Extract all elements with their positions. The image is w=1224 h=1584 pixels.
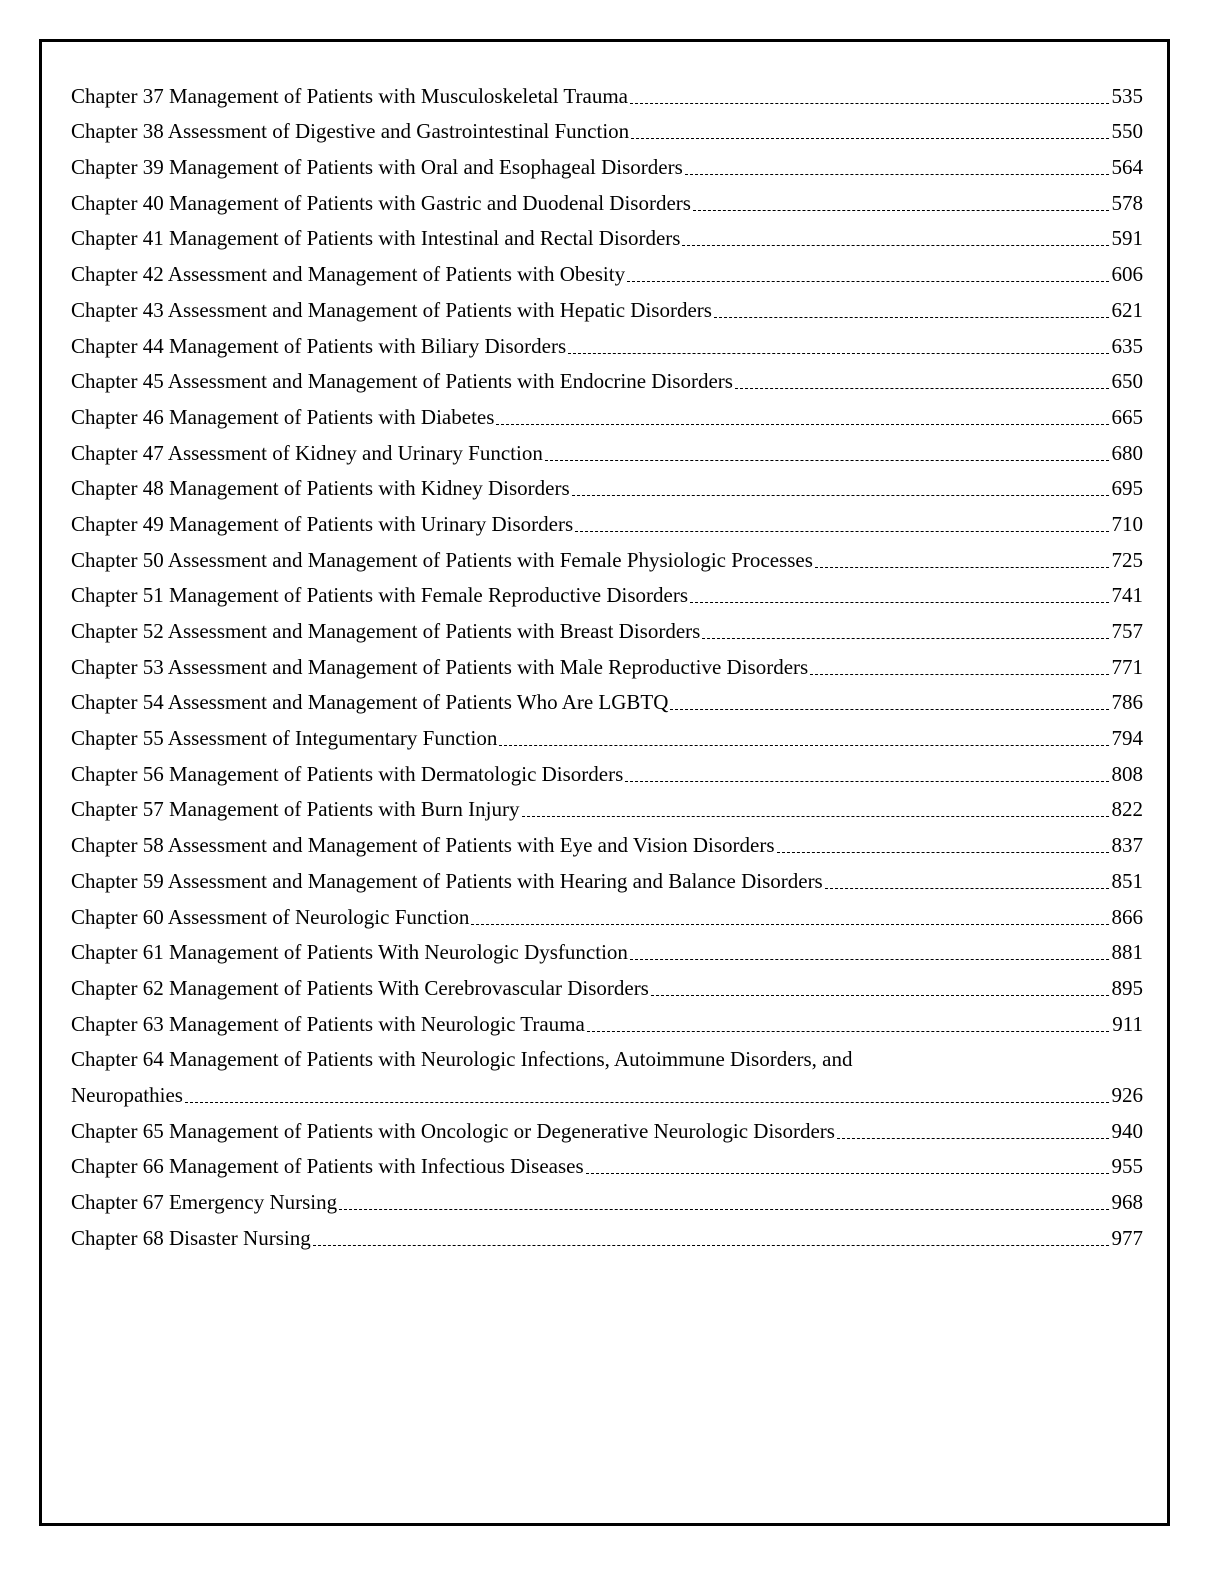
toc-entry-title: Chapter 51 Management of Patients with Female Reproductive Disorders [71,583,689,608]
toc-entry-page: 866 [1111,904,1143,929]
toc-entry-title: Chapter 44 Management of Patients with Biliary Disorders [71,333,567,358]
toc-entry[interactable] [71,572,1143,608]
toc-entry[interactable] [71,393,1143,429]
toc-entry[interactable] [71,358,1143,394]
toc-entry[interactable] [71,964,1143,1000]
toc-leader [339,1209,1108,1210]
toc-leader [572,495,1109,496]
toc-entry-title: Chapter 68 Disaster Nursing [71,1225,311,1250]
toc-entry-title: Chapter 37 Management of Patients with Musculoskeletal Trauma [71,83,628,108]
toc-entry-page: 535 [1111,83,1143,108]
toc-entry-title: Chapter 42 Assessment and Management of Patients with Obesity [71,262,626,287]
toc-entry-page: 968 [1111,1190,1143,1214]
toc-entry-title: Chapter 39 Management of Patients with Oral and Esophageal Disorders [71,155,683,180]
toc-entry-title: Chapter 49 Management of Patients with Urinary Disorders [71,511,574,536]
toc-entry-title: Chapter 43 Assessment and Management of Patients with Hepatic Disorders [71,297,712,322]
toc-entry-page: 578 [1111,190,1143,215]
toc-entry-page: 926 [1111,1082,1143,1107]
toc-entry[interactable] [71,821,1143,857]
toc-leader [690,602,1108,603]
toc-entry-title: Chapter 62 Management of Patients With Cerebrovascular Disorders [71,975,649,1000]
toc-entry-page: 564 [1111,155,1143,180]
toc-entry[interactable] [71,465,1143,501]
toc-entry-page: 741 [1111,583,1143,608]
toc-leader [496,424,1108,425]
toc-entry-title: Chapter 45 Assessment and Management of Patients with Endocrine Disorders [71,369,733,394]
toc-entry-page: 911 [1112,1011,1143,1036]
toc-entry-page: 550 [1111,119,1143,144]
toc-leader [586,1173,1109,1174]
toc-entry-title: Chapter 40 Management of Patients with Gastric and Duodenal Disorders [71,190,691,215]
toc-entry[interactable] [71,929,1143,965]
toc-leader [630,959,1109,960]
toc-entry-title: Chapter 55 Assessment of Integumentary Function [71,726,498,751]
toc-entry[interactable] [71,1178,1143,1214]
toc-entry[interactable] [71,286,1143,322]
toc-entry-page: 757 [1111,619,1143,643]
toc-entry-page: 771 [1111,654,1143,679]
toc-entry-title-line1: Chapter 64 Management of Patients with Neurologic Infections, Autoimmune Disorders, and [71,1047,853,1072]
toc-entry-title: Chapter 56 Management of Patients with Dermatologic Disorders [71,761,624,786]
toc-leader [702,638,1108,639]
toc-entry-page: 680 [1111,440,1143,465]
toc-entry-page: 955 [1111,1154,1143,1179]
toc-entry[interactable] [71,429,1143,465]
toc-leader [685,174,1109,175]
toc-leader [714,317,1109,318]
toc-entry[interactable] [71,72,1143,108]
toc-leader [815,567,1109,568]
toc-entry[interactable] [71,643,1143,679]
toc-entry-title: Chapter 54 Assessment and Management of Patients Who Are LGBTQ [71,690,669,715]
toc-entry[interactable] [71,750,1143,786]
toc-entry[interactable] [71,500,1143,536]
toc-entry-title: Chapter 41 Management of Patients with Intestinal and Rectal Disorders [71,226,681,251]
toc-entry-title: Chapter 50 Assessment and Management of Patients with Female Physiologic Processes [71,547,813,572]
toc-entry-page: 895 [1111,975,1143,1000]
toc-leader [499,745,1108,746]
toc-entry-page: 695 [1111,476,1143,501]
toc-entry[interactable] [71,215,1143,251]
toc-entry-page: 794 [1111,726,1143,751]
toc-leader [575,531,1108,532]
toc-entry-page: 665 [1111,404,1143,429]
toc-entry-title: Chapter 52 Assessment and Management of Patients with Breast Disorders [71,619,701,643]
toc-entry-title: Chapter 60 Assessment of Neurologic Function [71,904,470,929]
toc-entry-title: Chapter 53 Assessment and Management of Patients with Male Reproductive Disorders [71,654,809,679]
toc-entry-page: 725 [1111,547,1143,572]
toc-leader [313,1245,1109,1246]
toc-entry-title: Chapter 47 Assessment of Kidney and Urinary Function [71,440,543,465]
toc-entry[interactable] [71,322,1143,358]
toc-leader [631,138,1108,139]
toc-entry-title: Chapter 66 Management of Patients with Infectious Diseases [71,1154,584,1179]
toc-entry-page: 851 [1111,868,1143,893]
toc-entry-page: 591 [1111,226,1143,251]
toc-entry-page: 881 [1111,940,1143,965]
toc-entry[interactable] [71,893,1143,929]
toc-entry[interactable] [71,536,1143,572]
toc-leader [777,852,1109,853]
toc-entry-page: 786 [1111,690,1143,715]
toc-entry-page: 635 [1111,333,1143,358]
toc-leader [630,103,1109,104]
toc-entry-page: 977 [1111,1225,1143,1250]
toc-entry[interactable] [71,1214,1143,1250]
toc-entry-title: Chapter 65 Management of Patients with Oncologic or Degenerative Neurologic Disorders [71,1118,835,1143]
toc-entry-title: Chapter 58 Assessment and Management of Patients with Eye and Vision Disorders [71,833,775,858]
toc-leader [682,245,1108,246]
toc-entry-page: 606 [1111,262,1143,287]
table-of-contents [71,72,1143,1250]
toc-entry-title: Chapter 38 Assessment of Digestive and Gastrointestinal Function [71,119,630,144]
toc-entry[interactable] [71,679,1143,715]
toc-leader [810,674,1108,675]
toc-leader [837,1138,1109,1139]
toc-entry-title: Chapter 61 Management of Patients With Neurologic Dysfunction [71,940,628,965]
toc-entry-page: 808 [1111,761,1143,786]
toc-entry-page: 940 [1111,1118,1143,1143]
toc-leader [693,210,1109,211]
toc-entry[interactable] [71,1107,1143,1143]
toc-entry-title: Chapter 67 Emergency Nursing [71,1190,338,1214]
toc-leader [587,1031,1109,1032]
toc-entry-title: Chapter 48 Management of Patients with Kidney Disorders [71,476,570,501]
toc-entry-page: 822 [1111,797,1143,822]
toc-entry[interactable] [71,250,1143,286]
toc-entry-page: 621 [1111,297,1143,322]
toc-entry-page: 650 [1111,369,1143,394]
toc-leader [522,816,1109,817]
toc-entry-title: Chapter 59 Assessment and Management of Patients with Hearing and Balance Disorders [71,868,823,893]
toc-entry[interactable] [71,108,1143,144]
toc-leader [545,460,1109,461]
toc-entry[interactable] [71,143,1143,179]
toc-entry[interactable] [71,179,1143,215]
toc-leader [651,995,1109,996]
toc-leader [185,1102,1109,1103]
toc-leader [825,888,1109,889]
toc-entry[interactable] [71,607,1143,643]
toc-leader [471,924,1108,925]
toc-entry-title: Chapter 63 Management of Patients with Neurologic Trauma [71,1011,585,1036]
toc-leader [568,353,1108,354]
toc-entry-page: 837 [1111,833,1143,858]
toc-entry[interactable] [71,1000,1143,1036]
toc-entry[interactable] [71,786,1143,822]
toc-leader [735,388,1109,389]
toc-entry[interactable] [71,714,1143,750]
toc-entry-wrapped-line[interactable] [71,1036,1143,1072]
toc-entry[interactable] [71,1071,1143,1107]
toc-leader [627,281,1108,282]
toc-entry[interactable] [71,1143,1143,1179]
toc-leader [670,709,1108,710]
toc-entry-page: 710 [1111,511,1143,536]
toc-entry[interactable] [71,857,1143,893]
toc-entry-title: Chapter 57 Management of Patients with Burn Injury [71,797,520,822]
toc-entry-title: Neuropathies [71,1082,183,1107]
toc-entry-title: Chapter 46 Management of Patients with Diabetes [71,404,495,429]
toc-leader [625,781,1108,782]
